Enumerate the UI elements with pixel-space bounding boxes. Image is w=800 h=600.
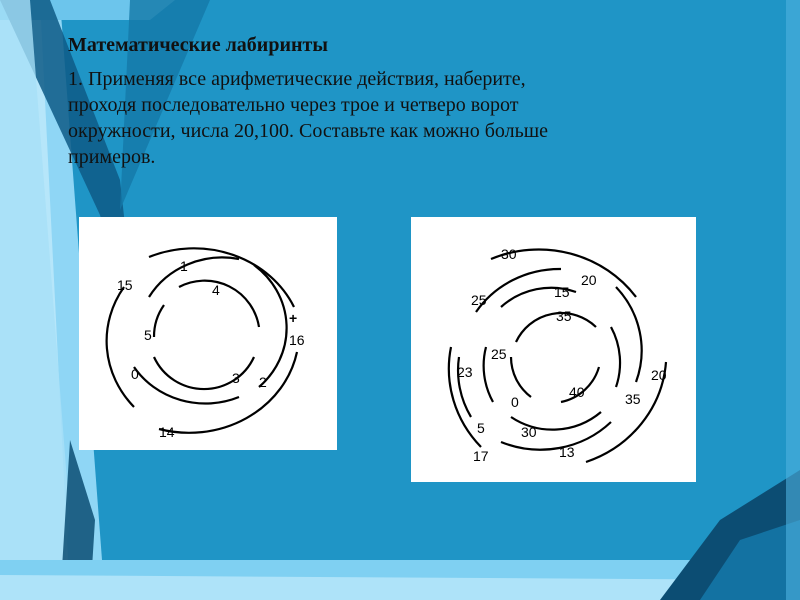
maze-number: 20 [651, 367, 667, 383]
maze-number: 15 [117, 277, 133, 293]
maze-number: 17 [473, 448, 489, 464]
maze-number: 13 [559, 444, 575, 460]
maze-number: 25 [471, 292, 487, 308]
slide-title: Математические лабиринты [68, 34, 328, 56]
maze-number: 3 [232, 370, 240, 386]
maze-four-gates-drawing [411, 217, 696, 482]
maze-number: 5 [144, 327, 152, 343]
maze-number: 23 [457, 364, 473, 380]
task-line: примеров. [68, 146, 156, 168]
maze-number: 30 [501, 246, 517, 262]
inner-ring [154, 305, 164, 337]
maze-four-gates [411, 217, 696, 482]
third-ring [476, 269, 561, 312]
gate-mark: + [289, 310, 298, 326]
maze-number: 25 [491, 346, 507, 362]
task-line: проходя последовательно через трое и четверо ворот [68, 94, 519, 116]
maze-number: 35 [556, 308, 572, 324]
task-line: 1. Применяя все арифметические действия, наберите, [68, 68, 526, 90]
maze-number: 0 [511, 394, 519, 410]
maze-number: 35 [625, 391, 641, 407]
maze-number: 16 [289, 332, 305, 348]
maze-number: 1 [180, 258, 188, 274]
maze-number: 4 [212, 282, 220, 298]
maze-number: 15 [554, 284, 570, 300]
task-line: окружности, числа 20,100. Составьте как можно больше [68, 120, 548, 142]
maze-number: 2 [259, 374, 267, 390]
second-ring [611, 327, 620, 387]
maze-number: 30 [521, 424, 537, 440]
outer-ring [107, 287, 134, 407]
maze-number: 5 [477, 420, 485, 436]
maze-number: 14 [159, 424, 175, 440]
task-text [68, 66, 748, 170]
inner-ring [511, 357, 531, 397]
middle-ring [149, 257, 239, 297]
maze-number: 20 [581, 272, 597, 288]
maze-number: 40 [569, 384, 585, 400]
third-ring [501, 422, 611, 450]
maze-three-gates [79, 217, 337, 450]
maze-three-gates-drawing [79, 217, 337, 450]
maze-number: 0 [131, 366, 139, 382]
